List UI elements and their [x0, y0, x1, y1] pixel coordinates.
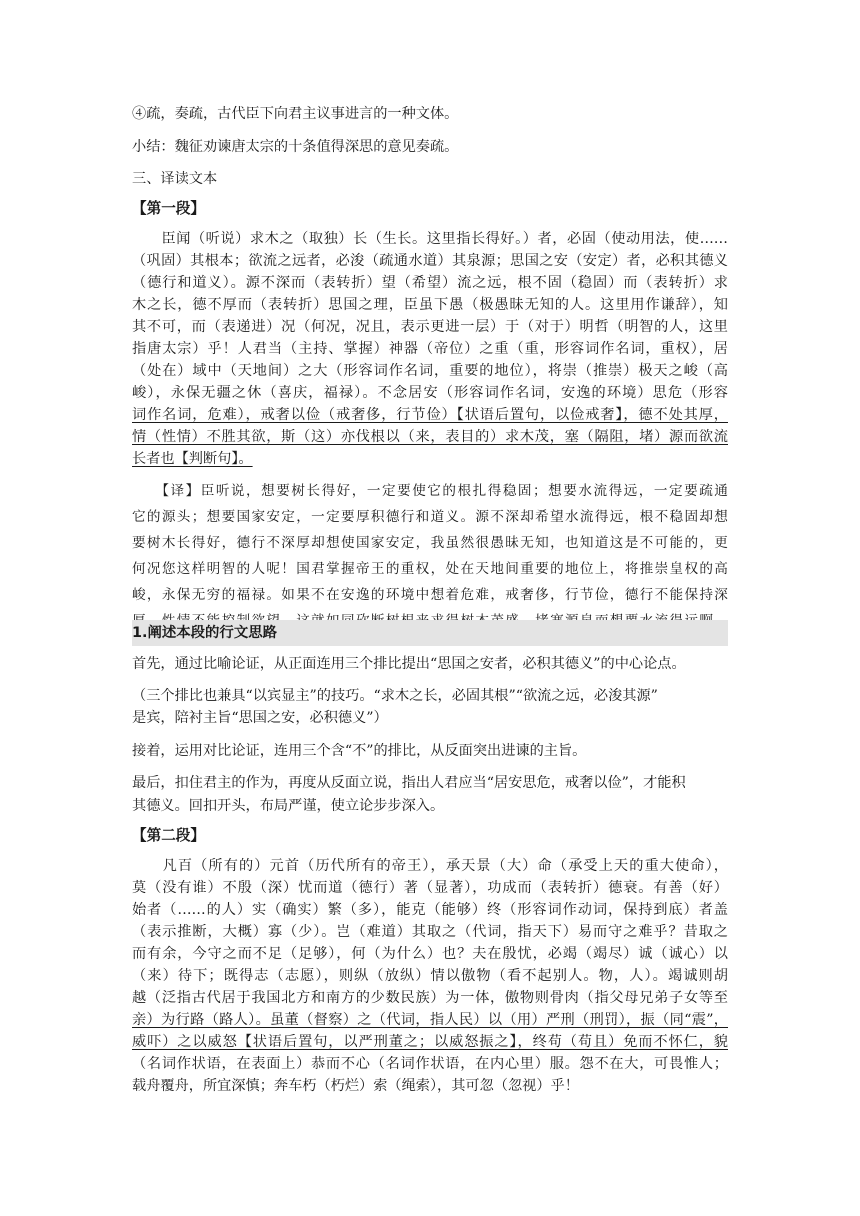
para2-line: 莫（没有谁）不殷（深）忧而道（德行）著（显著），功成而（表转折）德衰。有善（好） — [132, 880, 728, 896]
translation-line: 它的源头；想要国家安定，一定要厚积德行和道义。源不深却希望水流得远，根不稳固却想 — [132, 509, 728, 525]
para2-line: 载舟覆舟，所宜深慎；奔车朽（朽烂）索（绳索），其可忽（忽视）乎！ — [132, 1078, 579, 1094]
translation-line: 何况您这样明智的人呢！国君掌握帝王的重权，处在天地间重要的地位上，将推崇皇权的高 — [132, 561, 728, 577]
summary-line: 小结：魏征劝谏唐太宗的十条值得深思的意见奏疏。 — [132, 139, 459, 155]
para1-line: 木之长，德不厚而（表转折）思国之理，臣虽下愚（极愚昧无知的人。这里用作谦辞），知 — [132, 297, 728, 313]
para1-line: （巩固）其根本；欲流之远者，必浚（疏通水道）其泉源；思国之安（安定）者，必积其德义 — [132, 253, 728, 269]
para1-line: 其不可，而（表递进）况（何况，况且，表示更进一层）于（对于）明哲（明智的人，这里 — [132, 319, 728, 335]
para2-line: 越（泛指古代居于我国北方和南方的少数民族）为一体，傲物则骨肉（指父母兄弟子女等至 — [132, 990, 728, 1006]
analysis-paragraph-4b: 其德义。回扣开头，布局严谨，使立论步步深入。 — [132, 798, 445, 814]
analysis-heading: 1.阐述本段的行文思路 — [132, 620, 728, 646]
para1-line: 指唐太宗）乎！人君当（主持、掌握）神器（帝位）之重（重，形容词作名词，重权），居 — [132, 341, 728, 357]
analysis-paragraph-1: 首先，通过比喻论证，从正面连用三个排比提出“思国之安者，必积其德义”的中心论点。 — [132, 656, 686, 672]
para2-line: （名词作状语，在表面上）恭而不心（名词作状语，在内心里）服。怨不在大，可畏惟人； — [132, 1056, 728, 1072]
section-heading-translate: 三、译读文本 — [132, 171, 218, 187]
para1-line: 情（性情）不胜其欲，斯（这）亦伐根以（来，表目的）求木茂，塞（隔阻，堵）源而欲流 — [132, 429, 728, 445]
para2-line: （来）待下；既得志（志愿），则纵（放纵）情以傲物（看不起别人。物，人）。竭诚则胡 — [132, 968, 728, 984]
para1-line: 词作名词，危难），戒奢以俭（戒奢侈，行节俭）【状语后置句，以俭戒奢】，德不处其厚， — [132, 407, 728, 423]
para1-line: （德行和道义）。源不深而（表转折）望（希望）流之远，根不固（稳固）而（表转折）求 — [132, 275, 728, 291]
para2-line: 威吓）之以威怒【状语后置句，以严刑董之；以威怒振之】，终苟（苟且）免而不怀仁，貌 — [132, 1034, 728, 1050]
analysis-paragraph-2a: （三个排比也兼具“以宾显主”的技巧。“求木之长，必固其根”“欲流之远，必浚其源” — [132, 688, 658, 704]
para2-line: （表示推断，大概）寡（少）。岂（难道）其取之（代词，指天下）易而守之难乎？昔取之 — [132, 924, 728, 940]
translation-paragraph-1 — [132, 478, 728, 634]
analysis-paragraph-4a: 最后，扣住君主的作为，再度从反面立说，指出人君应当“居安思危，戒奢以俭”，才能积 — [132, 775, 686, 791]
note-4-shu: ④疏，奏疏，古代臣下向君主议事进言的一种文体。 — [132, 106, 459, 122]
translation-line: 峻，永保无穷的福禄。如果不在安逸的环境中想着危难，戒奢侈，行节俭，德行不能保持深 — [132, 587, 728, 603]
para2-line: 亲）为行路（路人）。虽董（督察）之（代词，指人民）以（用）严刑（刑罚），振（同“震”， — [132, 1012, 728, 1028]
para1-line: 长者也【判断句】。 — [132, 451, 253, 467]
para1-line: 臣闻（听说）求木之（取独）长（生长。这里指长得好。）者，必固（使动用法，使…… — [132, 231, 728, 247]
translation-line: 要树木长得好，德行不深厚却想使国家安定，我虽然很愚昧无知，也知道这是不可能的，更 — [132, 535, 728, 551]
para2-line: 始者（……的人）实（确实）繁（多），能克（能够）终（形容词作动词，保持到底）者盖 — [132, 902, 728, 918]
para2-line: 而有余，今守之而不足（足够），何（为什么）也？夫在殷忧，必竭（竭尽）诚（诚心）以 — [132, 946, 728, 962]
para1-line: 峻），永保无疆之休（喜庆，福禄）。不念居安（形容词作名词，安逸的环境）思危（形容 — [132, 385, 728, 401]
para2-line: 凡百（所有的）元首（历代所有的帝王），承天景（大）命（承受上天的重大使命）， — [132, 858, 728, 874]
translation-line: 【译】臣听说，想要树长得好，一定要使它的根扎得稳固；想要水流得远，一定要疏通 — [132, 483, 728, 499]
paragraph-2-heading: 【第二段】 — [132, 827, 205, 844]
analysis-paragraph-3: 接着，运用对比论证，连用三个含“不”的排比，从反面突出进谏的主旨。 — [132, 743, 587, 759]
analysis-paragraph-2b: 是宾，陪衬主旨“思国之安，必积德义”） — [132, 710, 388, 726]
paragraph-1-heading: 【第一段】 — [132, 200, 205, 217]
para1-line: （处在）域中（天地间）之大（形容词作名词，重要的地位），将崇（推崇）极天之峻（高 — [132, 363, 728, 379]
paragraph-2-annotated — [132, 855, 728, 1097]
paragraph-1-annotated — [132, 228, 728, 470]
